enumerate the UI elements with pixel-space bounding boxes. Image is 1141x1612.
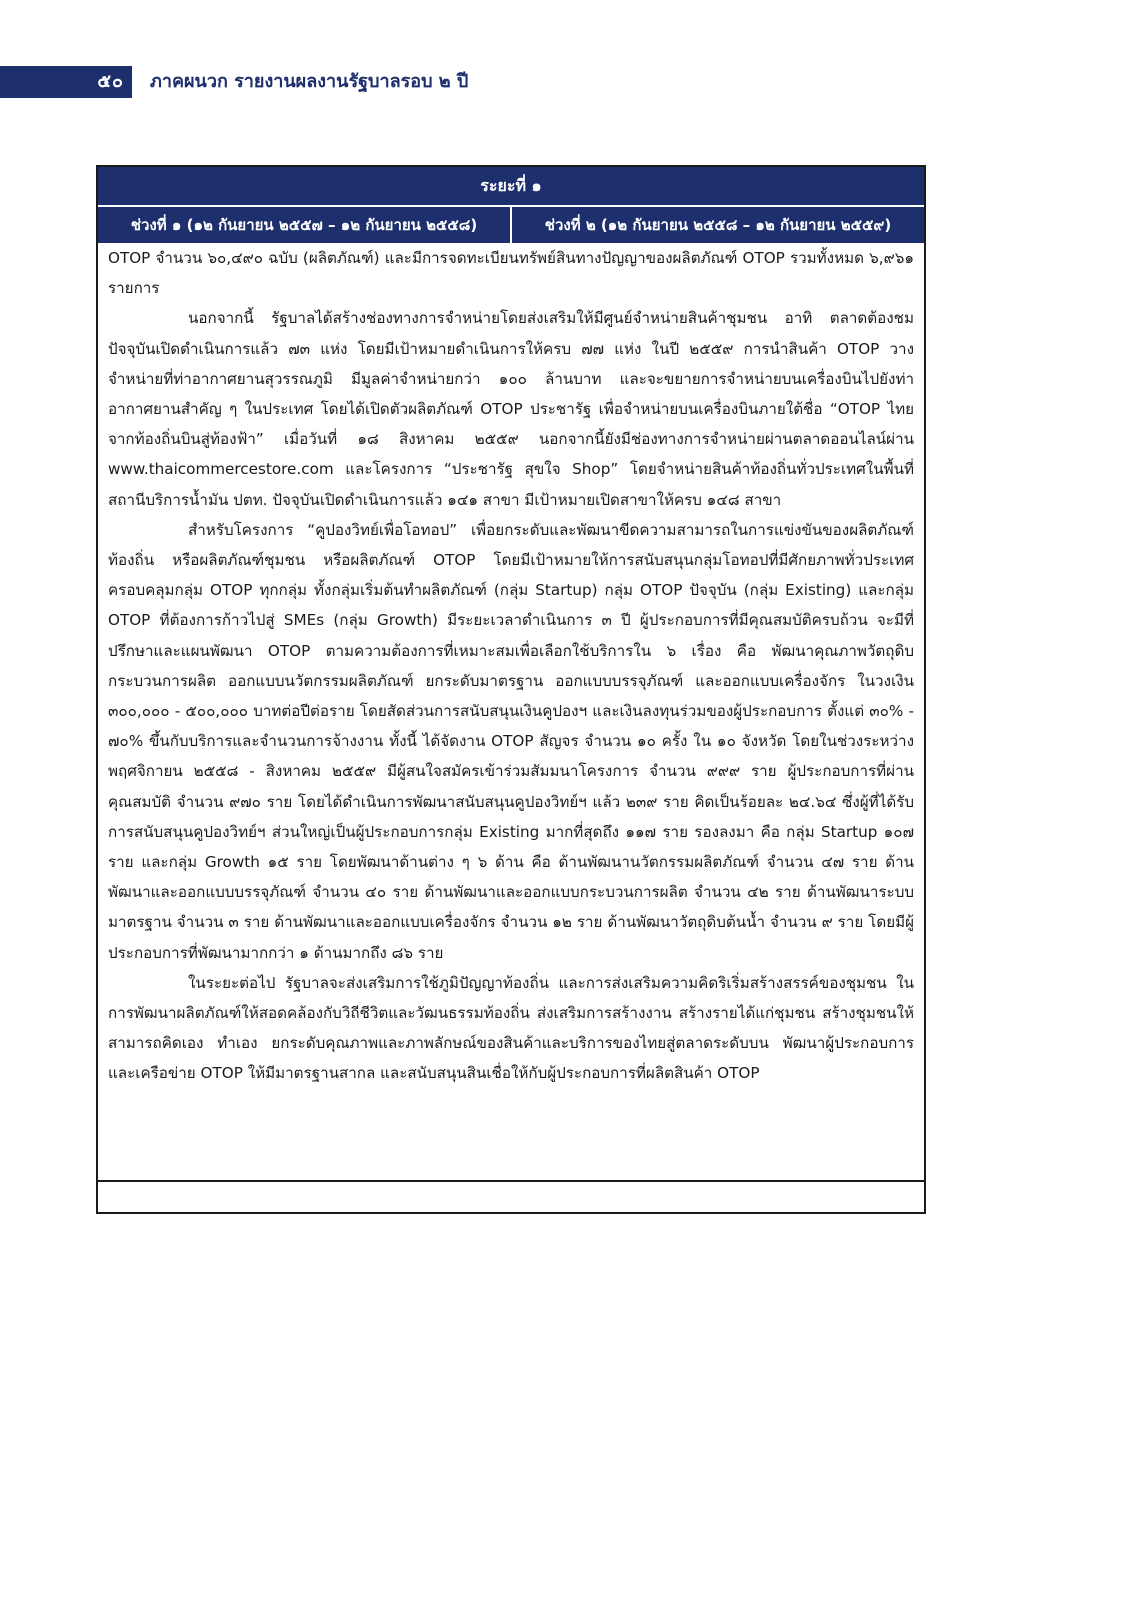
table-content — [98, 243, 924, 1180]
period-header-row — [98, 205, 924, 243]
paragraph: OTOP จำนวน ๖๐,๔๙๐ ฉบับ (ผลิตภัณฑ์) และมีการจดทะเบียนทรัพย์สินทางปัญญาของผลิตภัณฑ์ OTOP รวมทั้งหมด ๖,๙๖๑ รายการ — [108, 249, 914, 298]
paragraph: สำหรับโครงการ “คูปองวิทย์เพื่อโอทอป” เพื่อยกระดับและพัฒนาขีดความสามารถในการแข่งขันของผลิตภัณฑ์ท้องถิ่น หรือผลิตภัณฑ์ชุมชน หรือผลิตภัณฑ์ OTOP โดยมีเป้าหมายให้การสนับสนุนกลุ่มโอทอปที่มีศักยภาพทั่วประเทศ ครอบคลุมกลุ่ม OTOP ทุกกลุ่ม ทั้งกลุ่มเริ่มต้นทำผลิตภัณฑ์ (กลุ่ม Startup) กลุ่ม OTOP ปัจจุบัน (กลุ่ม Existing) และกลุ่ม OTOP ที่ต้องการก้าวไปสู่ SMEs (กลุ่ม Growth) มีระยะเวลาดำเนินการ ๓ ปี ผู้ประกอบการที่มีคุณสมบัติครบถ้วน จะมีที่ปรึกษาและแผนพัฒนา OTOP ตามความต้องการที่เหมาะสมเพื่อเลือกใช้บริการใน ๖ เรื่อง คือ พัฒนาคุณภาพวัตถุดิบ กระบวนการผลิต ออกแบบนวัตกรรมผลิตภัณฑ์ ยกระดับมาตรฐาน ออกแบบบรรจุภัณฑ์ และออกแบบเครื่องจักร ในวงเงิน ๓๐๐,๐๐๐ - ๕๐๐,๐๐๐ บาทต่อปีต่อราย โดยสัดส่วนการสนับสนุนเงินคูปองฯ และเงินลงทุนร่วมของผู้ประกอบการ ตั้งแต่ ๓๐% - ๗๐% ขึ้นกับบริการและจำนวนการจ้างงาน ทั้งนี้ ได้จัดงาน OTOP สัญจร จำนวน ๑๐ ครั้ง ใน ๑๐ จังหวัด โดยในช่วงระหว่างพฤศจิกายน ๒๕๕๘ - สิงหาคม ๒๕๕๙ มีผู้สนใจสมัครเข้าร่วมสัมมนาโครงการ จำนวน ๙๙๙ ราย ผู้ประกอบการที่ผ่านคุณสมบัติ จำนวน ๙๗๐ ราย โดยได้ดำเนินการพัฒนาสนับสนุนคูปองวิทย์ฯ แล้ว ๒๓๙ ราย คิดเป็นร้อยละ ๒๔.๖๔ ซึ่งผู้ที่ได้รับการสนับสนุนคูปองวิทย์ฯ ส่วนใหญ่เป็นผู้ประกอบการกลุ่ม Existing มากที่สุดถึง ๑๑๗ ราย รองลงมา คือ กลุ่ม Startup ๑๐๗ ราย และกลุ่ม Growth ๑๕ ราย โดยพัฒนาด้านต่าง ๆ ๖ ด้าน คือ ด้านพัฒนานวัตกรรมผลิตภัณฑ์ จำนวน ๔๗ ราย ด้านพัฒนาและออกแบบบรรจุภัณฑ์ จำนวน ๔๐ ราย ด้านพัฒนาและออกแบบกระบวนการผลิต จำนวน ๔๒ ราย ด้านพัฒนาระบบมาตรฐาน จำนวน ๓ ราย ด้านพัฒนาและออกแบบเครื่องจักร จำนวน ๑๒ ราย ด้านพัฒนาวัตถุดิบต้นน้ำ จำนวน ๙ ราย โดยมีผู้ประกอบการที่พัฒนามากกว่า ๑ ด้านมากถึง ๘๖ ราย — [108, 520, 914, 962]
report-table — [96, 165, 926, 1214]
paragraph: ในระยะต่อไป รัฐบาลจะส่งเสริมการใช้ภูมิปัญญาท้องถิ่น และการส่งเสริมความคิดริเริ่มสร้างสรรค์ของชุมชน ในการพัฒนาผลิตภัณฑ์ให้สอดคล้องกับวิถีชีวิตและวัฒนธรรมท้องถิ่น ส่งเสริมการสร้างงาน สร้างรายได้แก่ชุมชน สร้างชุมชนให้สามารถคิดเอง ทำเอง ยกระดับคุณภาพและภาพลักษณ์ของสินค้าและบริการของไทยสู่ตลาดระดับบน พัฒนาผู้ประกอบการและเครือข่าย OTOP ให้มีมาตรฐานสากล และสนับสนุนสินเชื่อให้กับผู้ประกอบการที่ผลิตสินค้า OTOP — [108, 973, 914, 1083]
page-title: ภาคผนวก รายงานผลงานรัฐบาลรอบ ๒ ปี — [150, 71, 469, 92]
period-1-header: ช่วงที่ ๑ (๑๒ กันยายน ๒๕๕๗ – ๑๒ กันยายน ๒๕๕๘) — [130, 216, 478, 234]
paragraph: นอกจากนี้ รัฐบาลได้สร้างช่องทางการจำหน่ายโดยส่งเสริมให้มีศูนย์จำหน่ายสินค้าชุมชน อาทิ ตลาดต้องชม ปัจจุบันเปิดดำเนินการแล้ว ๗๓ แห่ง โดยมีเป้าหมายดำเนินการให้ครบ ๗๗ แห่ง ในปี ๒๕๕๙ การนำสินค้า OTOP วางจำหน่ายที่ท่าอากาศยานสุวรรณภูมิ มีมูลค่าจำหน่ายกว่า ๑๐๐ ล้านบาท และจะขยายการจำหน่ายบนเครื่องบินไปยังท่าอากาศยานสำคัญ ๆ ในประเทศ โดยได้เปิดตัวผลิตภัณฑ์ OTOP ประชารัฐ เพื่อจำหน่ายบนเครื่องบินภายใต้ชื่อ “OTOP ไทยจากท้องถิ่นบินสู่ท้องฟ้า” เมื่อวันที่ ๑๘ สิงหาคม ๒๕๕๙ นอกจากนี้ยังมีช่องทางการจำหน่ายผ่านตลาดออนไลน์ผ่าน www.thaicommercestore.com และโครงการ “ประชารัฐ สุขใจ Shop” โดยจำหน่ายสินค้าท้องถิ่นทั่วประเทศในพื้นที่สถานีบริการน้ำมัน ปตท. ปัจจุบันเปิดดำเนินการแล้ว ๑๔๑ สาขา มีเป้าหมายเปิดสาขาให้ครบ ๑๔๘ สาขา — [108, 309, 914, 509]
phase-header: ระยะที่ ๑ — [98, 167, 924, 205]
table-empty-row — [98, 1180, 924, 1212]
page-number: ๕๐ — [97, 71, 124, 92]
period-2-header: ช่วงที่ ๒ (๑๒ กันยายน ๒๕๕๘ – ๑๒ กันยายน ๒๕๕๙) — [510, 207, 924, 243]
